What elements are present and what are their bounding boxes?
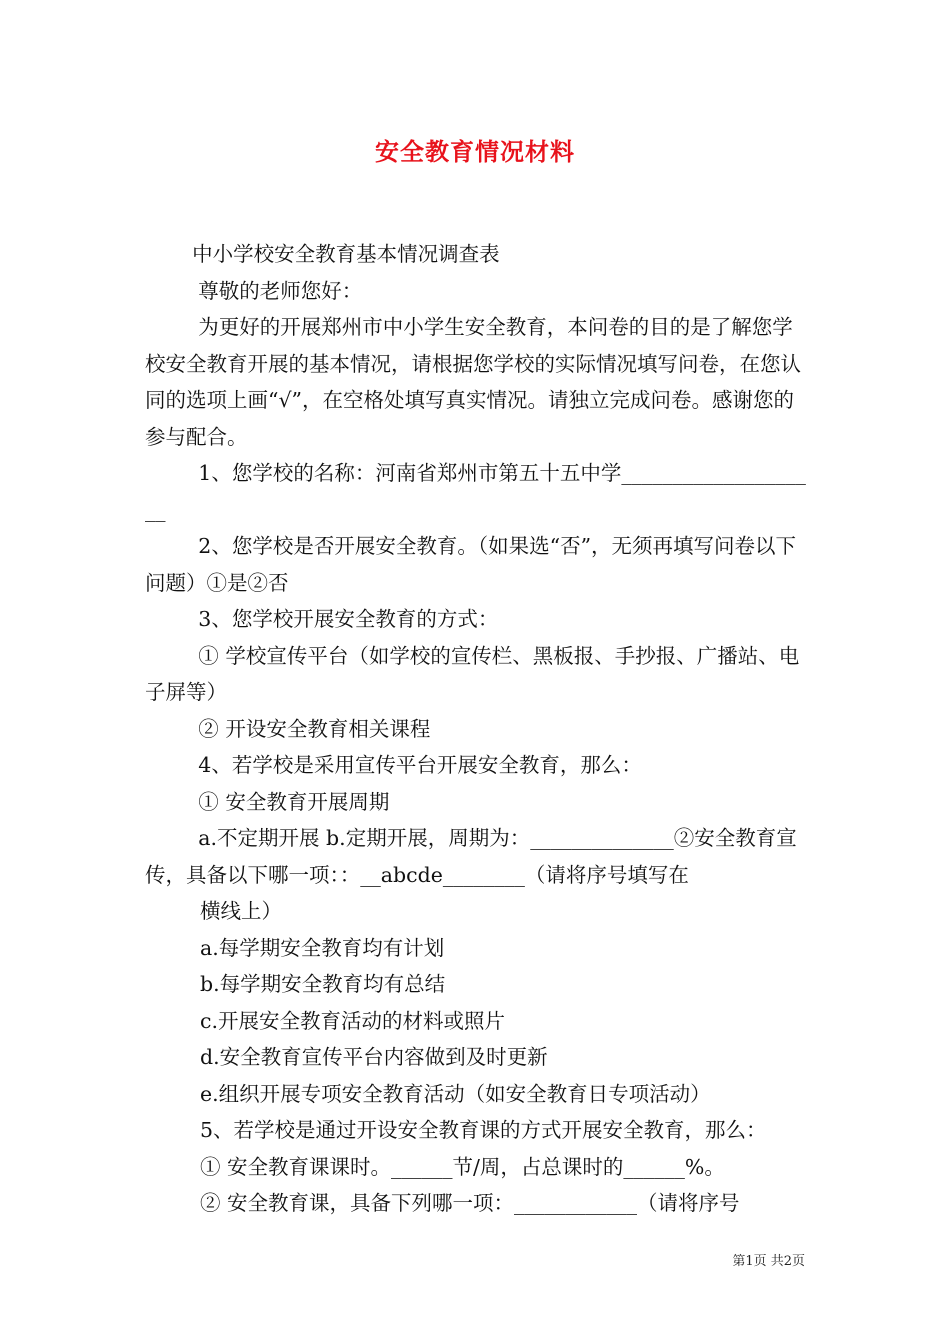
question-1: 1、您学校的名称：河南省郑州市第五十五中学____________________: [145, 461, 806, 522]
document-body: [145, 236, 809, 1222]
question-4-option-d: d.安全教育宣传平台内容做到及时更新: [200, 1045, 548, 1069]
question-2: 2、您学校是否开展安全教育。（如果选“否”，无须再填写问卷以下问题）①是②否: [145, 534, 797, 595]
question-4-option-c: c.开展安全教育活动的材料或照片: [200, 1008, 505, 1033]
survey-subtitle: 中小学校安全教育基本情况调查表: [192, 242, 500, 266]
question-5-sub-2: ② 安全教育课，具备下列哪一项：____________（请将序号: [200, 1191, 740, 1215]
greeting: 尊敬的老师您好：: [198, 278, 363, 303]
question-4: 4、若学校是采用宣传平台开展安全教育，那么：: [198, 753, 642, 777]
question-4-period-line: a.不定期开展 b.定期开展，周期为：______________②安全教育宣传，具备以下哪一项：：__abcde________（请将序号填写在: [145, 826, 797, 887]
question-3-option-2: ② 开设安全教育相关课程: [198, 716, 431, 741]
page-footer: 第1页 共2页: [732, 1254, 805, 1269]
question-4-option-b: b.每学期安全教育均有总结: [200, 972, 446, 996]
question-4-option-a: a.每学期安全教育均有计划: [200, 935, 445, 960]
question-3: 3、您学校开展安全教育的方式：: [198, 607, 499, 631]
question-5-sub-1: ① 安全教育课课时。______节/周，占总课时的______%。: [200, 1154, 725, 1179]
question-4-period-line-cont: 横线上）: [200, 899, 282, 923]
intro-paragraph: 为更好的开展郑州市中小学生安全教育，本问卷的目的是了解您学校安全教育开展的基本情况，请根据您学校的实际情况填写问卷，在您认同的选项上画“√”，在空格处填写真实情况。请独立完成问卷。感谢您的参与配合。: [145, 315, 801, 449]
question-3-option-1: ① 学校宣传平台（如学校的宣传栏、黑板报、手抄报、广播站、电子屏等）: [145, 643, 800, 704]
question-5: 5、若学校是通过开设安全教育课的方式开展安全教育，那么：: [200, 1118, 767, 1142]
question-4-option-e: e.组织开展专项安全教育活动（如安全教育日专项活动）: [200, 1081, 711, 1106]
document-title: 安全教育情况材料: [375, 137, 575, 166]
question-4-sub-1: ① 安全教育开展周期: [198, 789, 390, 814]
